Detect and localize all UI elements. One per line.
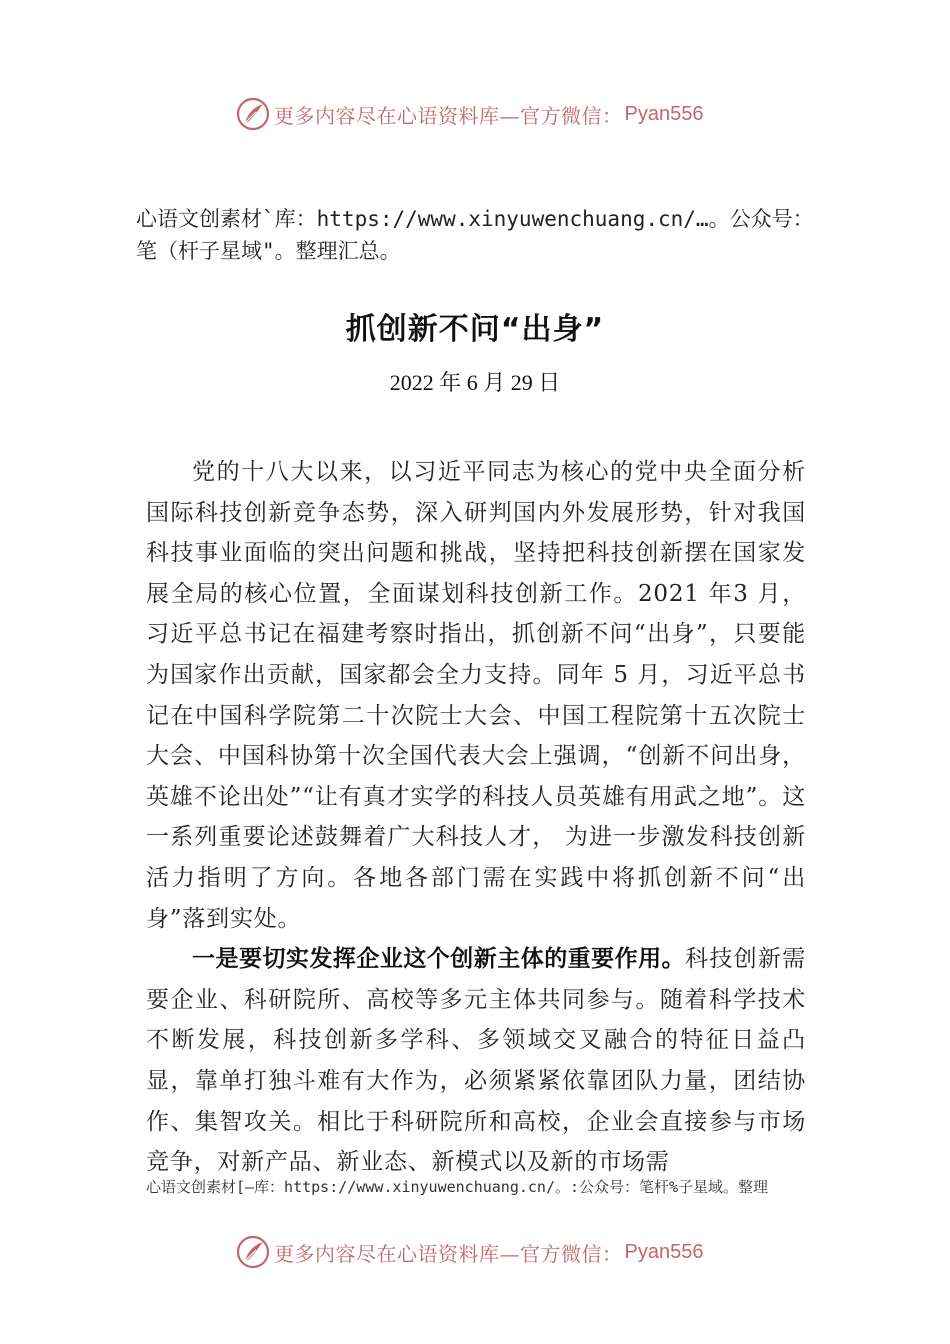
- banner-wechat-id: Pyan556: [624, 1240, 704, 1263]
- article-title: 抓创新不问“出身”: [345, 312, 605, 347]
- paragraph-2-lead: 一是要切实发挥企业这个创新主体的重要作用。: [192, 946, 686, 973]
- banner-wechat-id: Pyan556: [624, 102, 704, 125]
- quill-logo-icon: [236, 97, 270, 131]
- banner-text: 更多内容尽在心语资料库—官方微信：: [274, 1241, 623, 1266]
- footer-note: 心语文创素材[—库：https://www.xinyuwenchuang.cn/。:公众号：笔杆%子星域。整理: [146, 1178, 769, 1196]
- paragraph-2-body: 科技创新需要企业、科研院所、高校等多元主体共同参与。随着科学技术不断发展，科技创新多学科、多领域交叉融合的特征日益凸显，靠单打独斗难有大作为，必须紧紧依靠团队力量，团结协作、集智攻关。相比于科研院所和高校，企业会直接参与市场竞争，对新产品、新业态、新模式以及新的市场需: [146, 946, 807, 1176]
- paragraph-2: [146, 939, 806, 1183]
- banner-text: 更多内容尽在心语资料库—官方微信：: [274, 103, 623, 128]
- article-body: [146, 452, 806, 1183]
- header-banner: [236, 96, 736, 132]
- source-note: 心语文创素材`库：https://www.xinyuwenchuang.cn/…。公众号：笔（杆子星域"。整理汇总。: [136, 207, 814, 263]
- article-date: 2022 年 6 月 29 日: [389, 370, 561, 395]
- footer-banner: [236, 1234, 736, 1270]
- quill-logo-icon: [236, 1235, 270, 1269]
- paragraph-1: 党的十八大以来，以习近平同志为核心的党中央全面分析国际科技创新竞争态势，深入研判国内外发展形势，针对我国科技事业面临的突出问题和挑战，坚持把科技创新摆在国家发展全局的核心位置，全面谋划科技创新工作。2021 年3 月，习近平总书记在福建考察时指出，抓创新不问“出身”，只要能为国家作出贡献，国家都会全力支持。同年 5 月，习近平总书记在中国科学院第二十次院士大会、中国工程院第十五次院士大会、中国科协第十次全国代表大会上强调，“创新不问出身，英雄不论出处”“让有真才实学的科技人员英雄有用武之地”。这一系列重要论述鼓舞着广大科技人才， 为进一步激发科技创新活力指明了方向。各地各部门需在实践中将抓创新不问“出身”落到实处。: [146, 459, 806, 932]
